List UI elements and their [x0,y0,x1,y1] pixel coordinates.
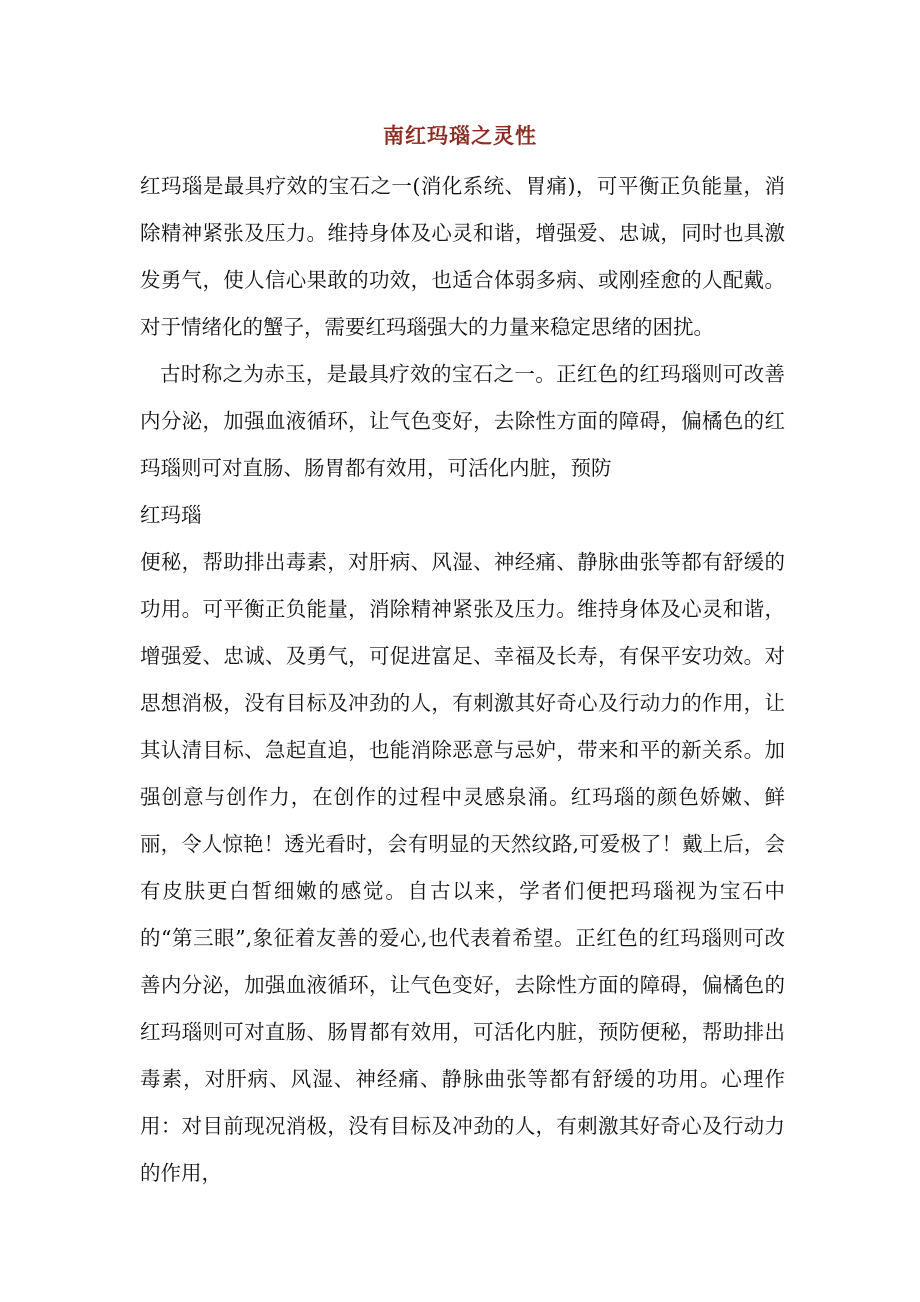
document-title: 南红玛瑙之灵性 [383,123,537,148]
paragraph-1: 红玛瑙是最具疗效的宝石之一(消化系统、胃痛)，可平衡正负能量，消除精神紧张及压力。维持身体及心灵和谐，增强爱、忠诚，同时也具激发勇气，使人信心果敢的功效，也适合体弱多病、或刚痊愈的人配戴。对于情绪化的蟹子，需要红玛瑙强大的力量来稳定思绪的困扰。 [140,174,785,339]
paragraph-3-heading: 红玛瑙 [140,503,202,527]
document-body [140,163,785,1197]
paragraph-4: 便秘，帮助排出毒素，对肝病、风湿、神经痛、静脉曲张等都有舒缓的功用。可平衡正负能量，消除精神紧张及压力。维持身体及心灵和谐，增强爱、忠诚、及勇气，可促进富足、幸福及长寿，有保平安功效。对思想消极，没有目标及冲劲的人，有刺激其好奇心及行动力的作用，让其认清目标、急起直追，也能消除恶意与忌妒，带来和平的新关系。加强创意与创作力，在创作的过程中灵感泉涌。红玛瑙的颜色娇嫩、鲜丽，令人惊艳！透光看时，会有明显的天然纹路,可爱极了！戴上后，会有皮肤更白皙细嫩的感觉。自古以来，学者们便把玛瑙视为宝石中的“第三眼”,象征着友善的爱心,也代表着希望。正红色的红玛瑙则可改善内分泌，加强血液循环，让气色变好，去除性方面的障碍，偏橘色的红玛瑙则可对直肠、肠胃都有效用，可活化内脏，预防便秘，帮助排出毒素，对肝病、风湿、神经痛、静脉曲张等都有舒缓的功用。心理作用：对目前现况消极，没有目标及冲劲的人，有刺激其好奇心及行动力的作用， [140,550,785,1185]
paragraph-2: 古时称之为赤玉，是最具疗效的宝石之一。正红色的红玛瑙则可改善内分泌，加强血液循环，让气色变好，去除性方面的障碍，偏橘色的红玛瑙则可对直肠、肠胃都有效用，可活化内脏，预防 [140,362,785,480]
